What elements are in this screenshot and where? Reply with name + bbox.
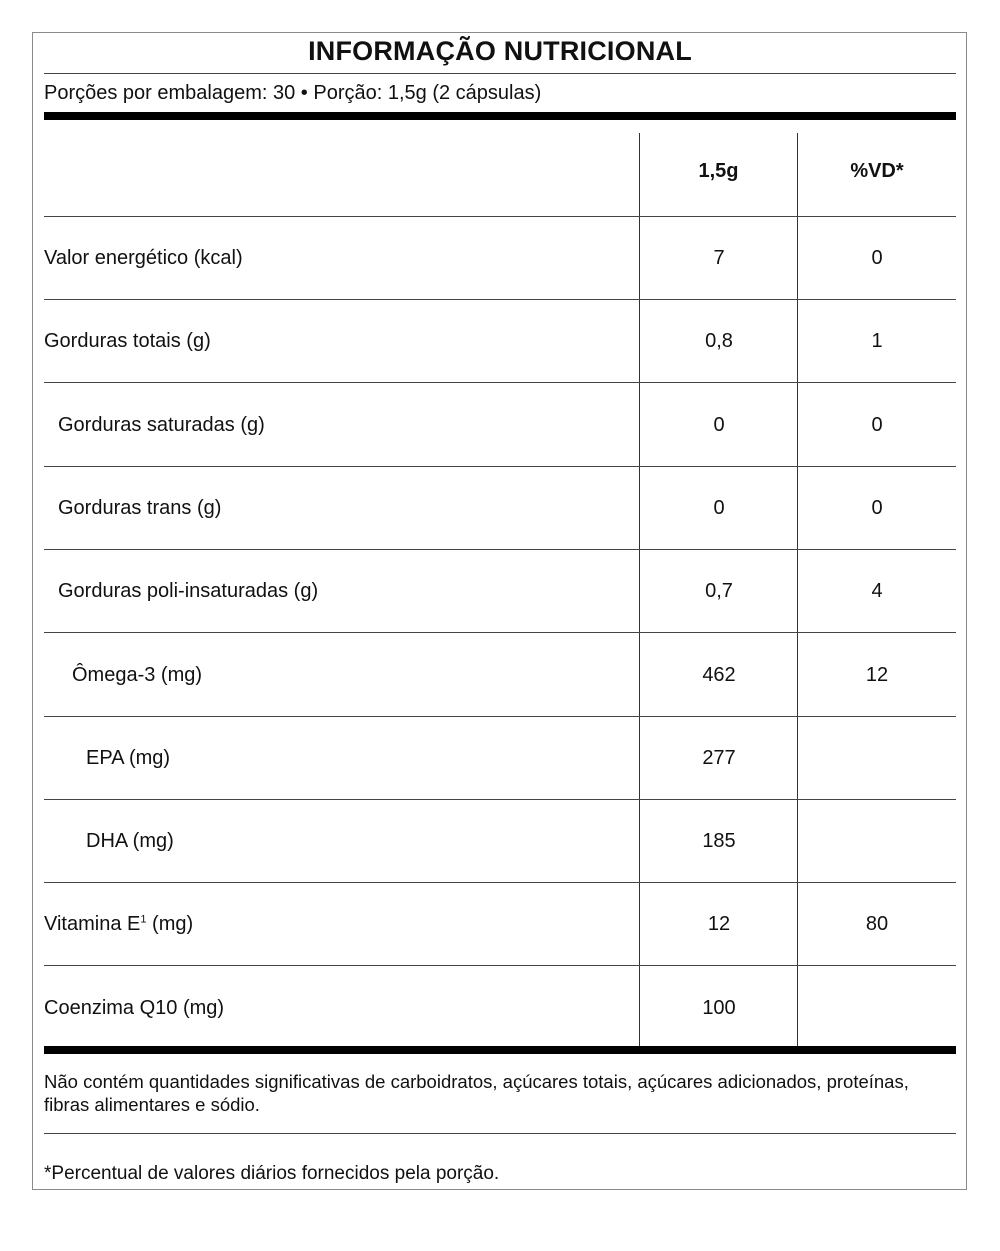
nutrient-name: Gorduras trans (g): [58, 496, 222, 519]
portion-amount: 185: [702, 830, 736, 853]
daily-value-percent: 4: [871, 580, 883, 603]
not-significant-note: Não contém quantidades significativas de carboidratos, açúcares totais, açúcares adicionados, proteínas, fibras alimentares e sódio.: [44, 1071, 909, 1115]
daily-value-percent: 0: [871, 247, 883, 269]
table-row: [44, 384, 956, 467]
table-row: [44, 217, 956, 300]
portion-amount: 0,8: [705, 330, 733, 353]
table-row: [44, 717, 956, 800]
table-row: [44, 800, 956, 883]
portion-amount: 462: [702, 663, 736, 686]
daily-value-percent: 1: [871, 330, 883, 353]
table-row: [44, 300, 956, 383]
nutrient-label: [86, 830, 174, 853]
portion-amount: 0,7: [705, 580, 733, 603]
nutrient-label: [58, 497, 221, 520]
nutrient-name: Ômega-3 (mg): [72, 663, 203, 686]
table-bottom-thick-divider: [44, 1046, 956, 1054]
portion-amount: 7: [713, 247, 725, 269]
table-row: [44, 467, 956, 550]
column-header-portion: 1,5g: [698, 160, 739, 182]
nutrient-label: [44, 330, 211, 353]
nutrient-name: Gorduras poli-insaturadas (g): [58, 580, 319, 603]
note-divider: [44, 1133, 956, 1134]
portion-amount: 0: [713, 496, 725, 519]
nutrient-label: [58, 414, 265, 437]
table-row: [44, 967, 956, 1050]
label-title: INFORMAÇÃO NUTRICIONAL: [308, 36, 692, 66]
column-header-vd: %VD*: [850, 160, 904, 182]
footnote-marker: 1: [140, 913, 147, 926]
table-row: [44, 550, 956, 633]
daily-value-percent: 80: [865, 913, 889, 936]
nutrient-label: [44, 247, 243, 270]
portion-amount: 0: [713, 413, 725, 436]
nutrient-label: [72, 664, 202, 687]
nutrient-name: Vitamina E: [44, 913, 141, 936]
daily-value-percent: 12: [865, 663, 889, 686]
table-row: [44, 634, 956, 717]
nutrient-label: [44, 913, 193, 936]
nutrient-name: Gorduras totais (g): [44, 330, 211, 353]
nutrient-unit: (mg): [146, 913, 194, 936]
portion-amount: 12: [707, 913, 731, 936]
serving-info: Porções por embalagem: 30 • Porção: 1,5g (2 cápsulas): [44, 82, 542, 104]
nutrient-name: EPA (mg): [86, 746, 171, 769]
serving-thick-divider: [44, 112, 956, 120]
portion-amount: 100: [702, 996, 736, 1019]
nutrient-name: Coenzima Q10 (mg): [44, 996, 225, 1019]
nutrient-label: [44, 997, 224, 1020]
table-row: [44, 883, 956, 966]
nutrient-label: [86, 747, 170, 770]
vd-footnote: *Percentual de valores diários fornecidos pela porção.: [44, 1163, 500, 1184]
nutrient-label: [58, 580, 318, 603]
nutrient-name: DHA (mg): [86, 830, 174, 853]
daily-value-percent: 0: [871, 413, 883, 436]
title-divider: [44, 73, 956, 74]
daily-value-percent: 0: [871, 496, 883, 519]
nutrient-name: Valor energético (kcal): [44, 247, 243, 269]
portion-amount: 277: [702, 746, 736, 769]
nutrient-name: Gorduras saturadas (g): [58, 413, 265, 436]
